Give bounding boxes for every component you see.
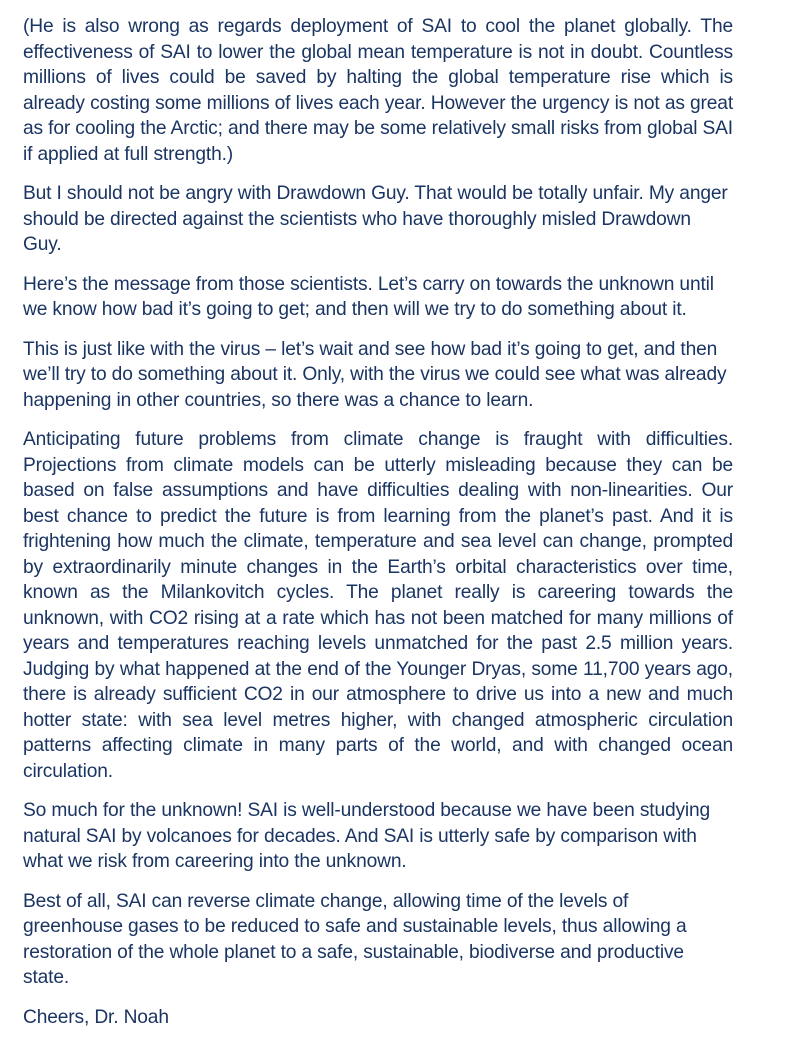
document-body (23, 14, 733, 1044)
paragraph-drawdown-guy: But I should not be angry with Drawdown Guy. That would be totally unfair. My anger should be directed against the scientists who have thoroughly misled Drawdown Guy. (23, 183, 728, 255)
paragraph-virus-comparison: This is just like with the virus – let’s wait and see how bad it’s going to get, and then we’ll try to do something about it. Only, with the virus we could see what was already happening in other countries, so there was a chance to learn. (23, 338, 727, 411)
paragraph-sai-global: (He is also wrong as regards deployment of SAI to cool the planet globally. The effectiveness of SAI to lower the global mean temperature is not in doubt. Countless millions of lives could be saved by halting the global temperature rise which is already costing some millions of lives each year. However the urgency is not as great as for cooling the Arctic; and there may be some relatively small risks from global SAI if applied at full strength.) (23, 16, 733, 165)
paragraph-sai-understood: So much for the unknown! SAI is well-understood because we have been studying natural SAI by volcanoes for decades. And SAI is utterly safe by comparison with what we risk from careering into the unknown. (23, 800, 711, 872)
signoff: Cheers, Dr. Noah (23, 1006, 169, 1028)
paragraph-sai-reverse: Best of all, SAI can reverse climate change, allowing time of the levels of greenhouse gases to be reduced to safe and sustainable levels, thus allowing a restoration of the whole planet to a safe, sustainable, biodiverse and productive state. (23, 890, 687, 988)
paragraph-climate-unknown: Anticipating future problems from climate change is fraught with difficulties. Projections from climate models can be utterly misleading because they can be based on false assumptions and have difficulties dealing with non-linearities. Our best chance to predict the future is from learning from the planet’s past. And it is frightening how much the climate, temperature and sea level can change, prompted by extraordinarily minute changes in the Earth’s orbital characteristics over time, known as the Milankovitch cycles. The planet really is careering towards the unknown, with CO2 rising at a rate which has not been matched for many millions of years and temperatures reaching levels unmatched for the past 2.5 million years. Judging by what happened at the end of the Younger Dryas, some 11,700 years ago, there is already sufficient CO2 in our atmosphere to drive us into a new and much hotter state: with sea level metres higher, with changed atmospheric circulation patterns affecting climate in many parts of the world, and with changed ocean circulation. (23, 429, 733, 782)
paragraph-scientists-message: Here’s the message from those scientists. Let’s carry on towards the unknown until we know how bad it’s going to get; and then will we try to do something about it. (23, 273, 714, 320)
